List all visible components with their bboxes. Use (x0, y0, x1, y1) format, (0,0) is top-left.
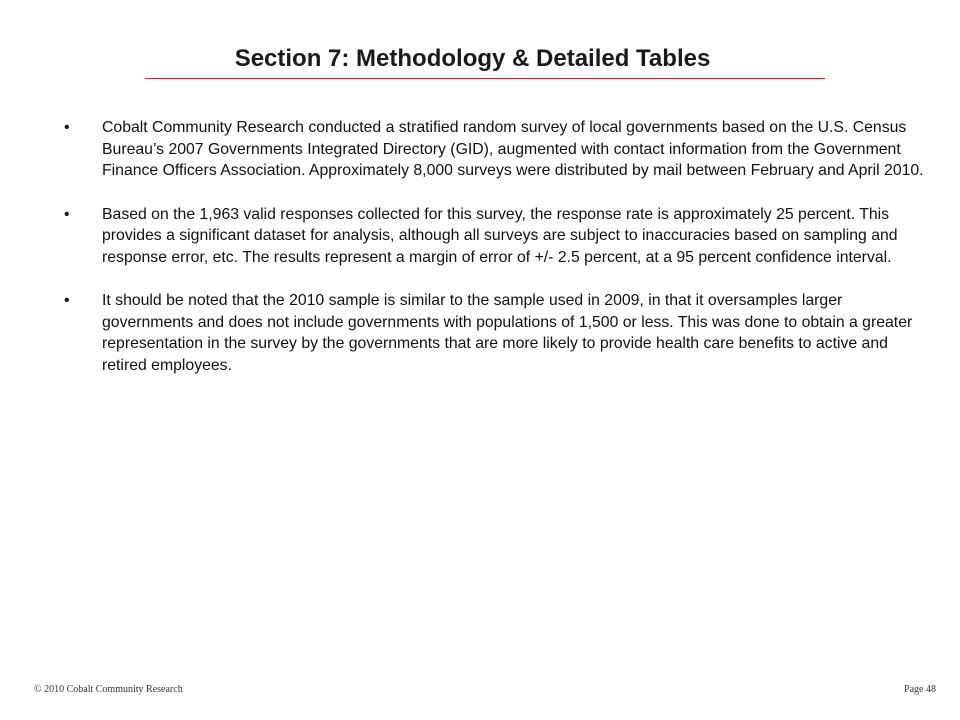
bullet-icon: • (64, 292, 70, 309)
title-divider (145, 78, 825, 79)
bullet-item-sampling (64, 117, 924, 182)
bullet-icon: • (64, 205, 70, 223)
footer-page-number: Page 48 (904, 684, 936, 695)
bullet-text: It should be noted that the 2010 sample is similar to the sample used in 2009, in that it oversamples larger governments and does not include governments with populations of 1,500 or less. This was done to obtain a greater representation in the survey by the governments that are more likely to provide health care benefits to active and retired employees. (102, 292, 913, 374)
bullet-item-sample-note (64, 290, 924, 376)
bullet-item-response-rate (64, 204, 924, 269)
bullet-text: Based on the 1,963 valid responses collected for this survey, the response rate is approximately 25 percent. This provides a significant dataset for analysis, although all surveys are subject to inaccuracies based on sampling and response error, etc. The results represent a margin of error of +/- 2.5 percent, at a 95 percent confidence interval. (102, 205, 898, 266)
page-title: Section 7: Methodology & Detailed Tables (234, 45, 711, 72)
bullet-list (64, 117, 924, 398)
bullet-icon: • (64, 119, 70, 136)
footer-copyright: © 2010 Cobalt Community Research (34, 684, 183, 695)
bullet-text: Cobalt Community Research conducted a stratified random survey of local governments based on the U.S. Census Bureau’s 2007 Governments Integrated Directory (GID), augmented with contact information from the Government Finance Officers Association. Approximately 8,000 surveys were distributed by mail between February and April 2010. (102, 119, 924, 179)
